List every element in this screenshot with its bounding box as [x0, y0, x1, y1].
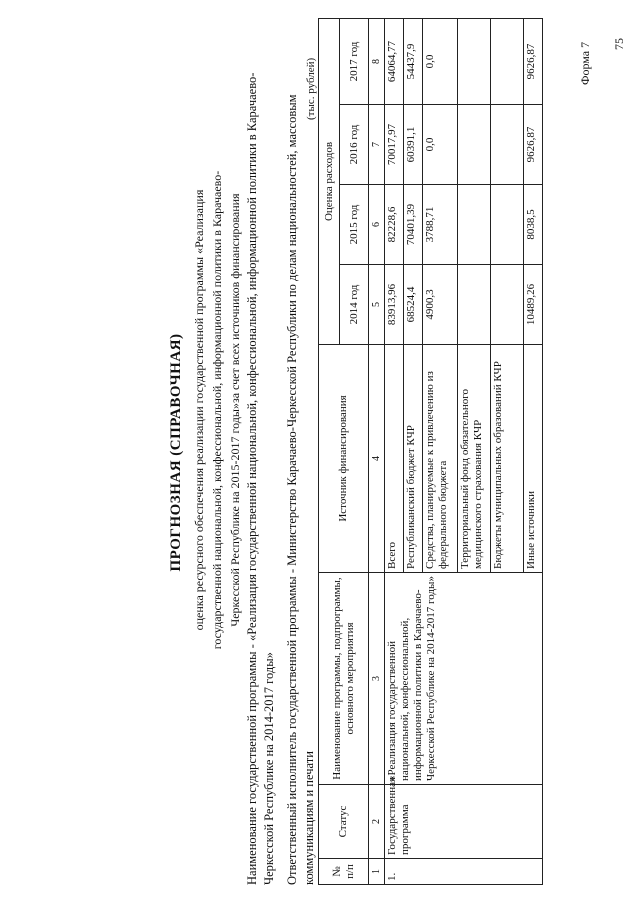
value-cell: 54437,9	[404, 18, 423, 104]
funding-table	[318, 18, 543, 885]
source-cell: Средства, планируемые к привлечению из федерального бюджета	[423, 345, 458, 573]
column-number: 7	[369, 105, 385, 185]
value-cell	[491, 265, 524, 345]
value-cell: 9626,87	[524, 105, 543, 185]
source-cell: Территориальный фонд обязательного медицинского страхования КЧР	[458, 345, 491, 573]
value-cell: 3788,71	[423, 185, 458, 265]
row-status: Государственная программа	[385, 785, 543, 859]
column-numbers-row	[369, 18, 385, 884]
header-name: Наименование программы, подпрограммы, основного мероприятия	[319, 573, 369, 785]
document-title: ПРОГНОЗНАЯ (СПРАВОЧНАЯ)	[168, 333, 184, 572]
value-cell: 82228,6	[385, 185, 404, 265]
column-number: 5	[369, 265, 385, 345]
value-cell: 9626,87	[524, 18, 543, 104]
table-row	[385, 18, 404, 884]
value-cell: 64064,77	[385, 18, 404, 104]
header-year: 2016 год	[340, 105, 369, 185]
header-year: 2014 год	[340, 265, 369, 345]
source-cell: Бюджеты муниципальных образований КЧР	[491, 345, 524, 573]
value-cell: 60391,1	[404, 105, 423, 185]
source-cell: Всего	[385, 345, 404, 573]
header-year: 2017 год	[340, 18, 369, 104]
value-cell: 68524,4	[404, 265, 423, 345]
header-year: 2015 год	[340, 185, 369, 265]
value-cell: 4900,3	[423, 265, 458, 345]
header-estimate: Оценка расходов	[319, 18, 340, 344]
value-cell: 8038,5	[524, 185, 543, 265]
value-cell	[491, 185, 524, 265]
value-cell: 70017,97	[385, 105, 404, 185]
value-cell: 10489,26	[524, 265, 543, 345]
header-source: Источник финансирования	[319, 345, 369, 573]
page-number: 75	[612, 38, 626, 50]
source-cell: Иные источники	[524, 345, 543, 573]
value-cell: 0,0	[423, 105, 458, 185]
value-cell: 0,0	[423, 18, 458, 104]
value-cell	[491, 18, 524, 104]
header-status: Статус	[319, 785, 369, 859]
value-cell	[458, 265, 491, 345]
header-num: № п/п	[319, 859, 369, 885]
column-number: 1	[369, 859, 385, 885]
form-label: Форма 7	[578, 41, 592, 85]
value-cell: 70401,39	[404, 185, 423, 265]
value-cell	[491, 105, 524, 185]
column-number: 2	[369, 785, 385, 859]
units-label: (тыс. рублей)	[305, 57, 317, 120]
document-subtitle: оценка ресурсного обеспечения реализации государственной программы «Реализация государственной национальной, конфессиональной, информационной политики в Карачаево-Черкесской Республике на 2015-2017 годы»за счет всех источников финансирования	[192, 170, 242, 650]
row-program-name: «Реализация государственной национальной, конфессиональной, информационной политики в Карачаево-Черкесской Республике на 2014-2017 годы»	[385, 573, 543, 785]
column-number: 6	[369, 185, 385, 265]
value-cell	[458, 105, 491, 185]
executor-line: Ответственный исполнитель государственной программы - Министерство Карачаево-Черкесской Республики по делам национальностей, массовым коммуникациям и печати	[285, 94, 316, 885]
source-cell: Республиканский бюджет КЧР	[404, 345, 423, 573]
header-row	[319, 18, 340, 884]
program-name-line: Наименование государственной программы - «Реализация государственной национальной, конфессиональной, информационной политики в Карачаево-Черкесской Республике на 2014-2017 годы»	[245, 72, 276, 885]
value-cell: 83913,96	[385, 265, 404, 345]
row-number: 1.	[385, 859, 543, 885]
column-number: 8	[369, 18, 385, 104]
value-cell	[458, 18, 491, 104]
column-number: 3	[369, 573, 385, 785]
column-number: 4	[369, 345, 385, 573]
value-cell	[458, 185, 491, 265]
